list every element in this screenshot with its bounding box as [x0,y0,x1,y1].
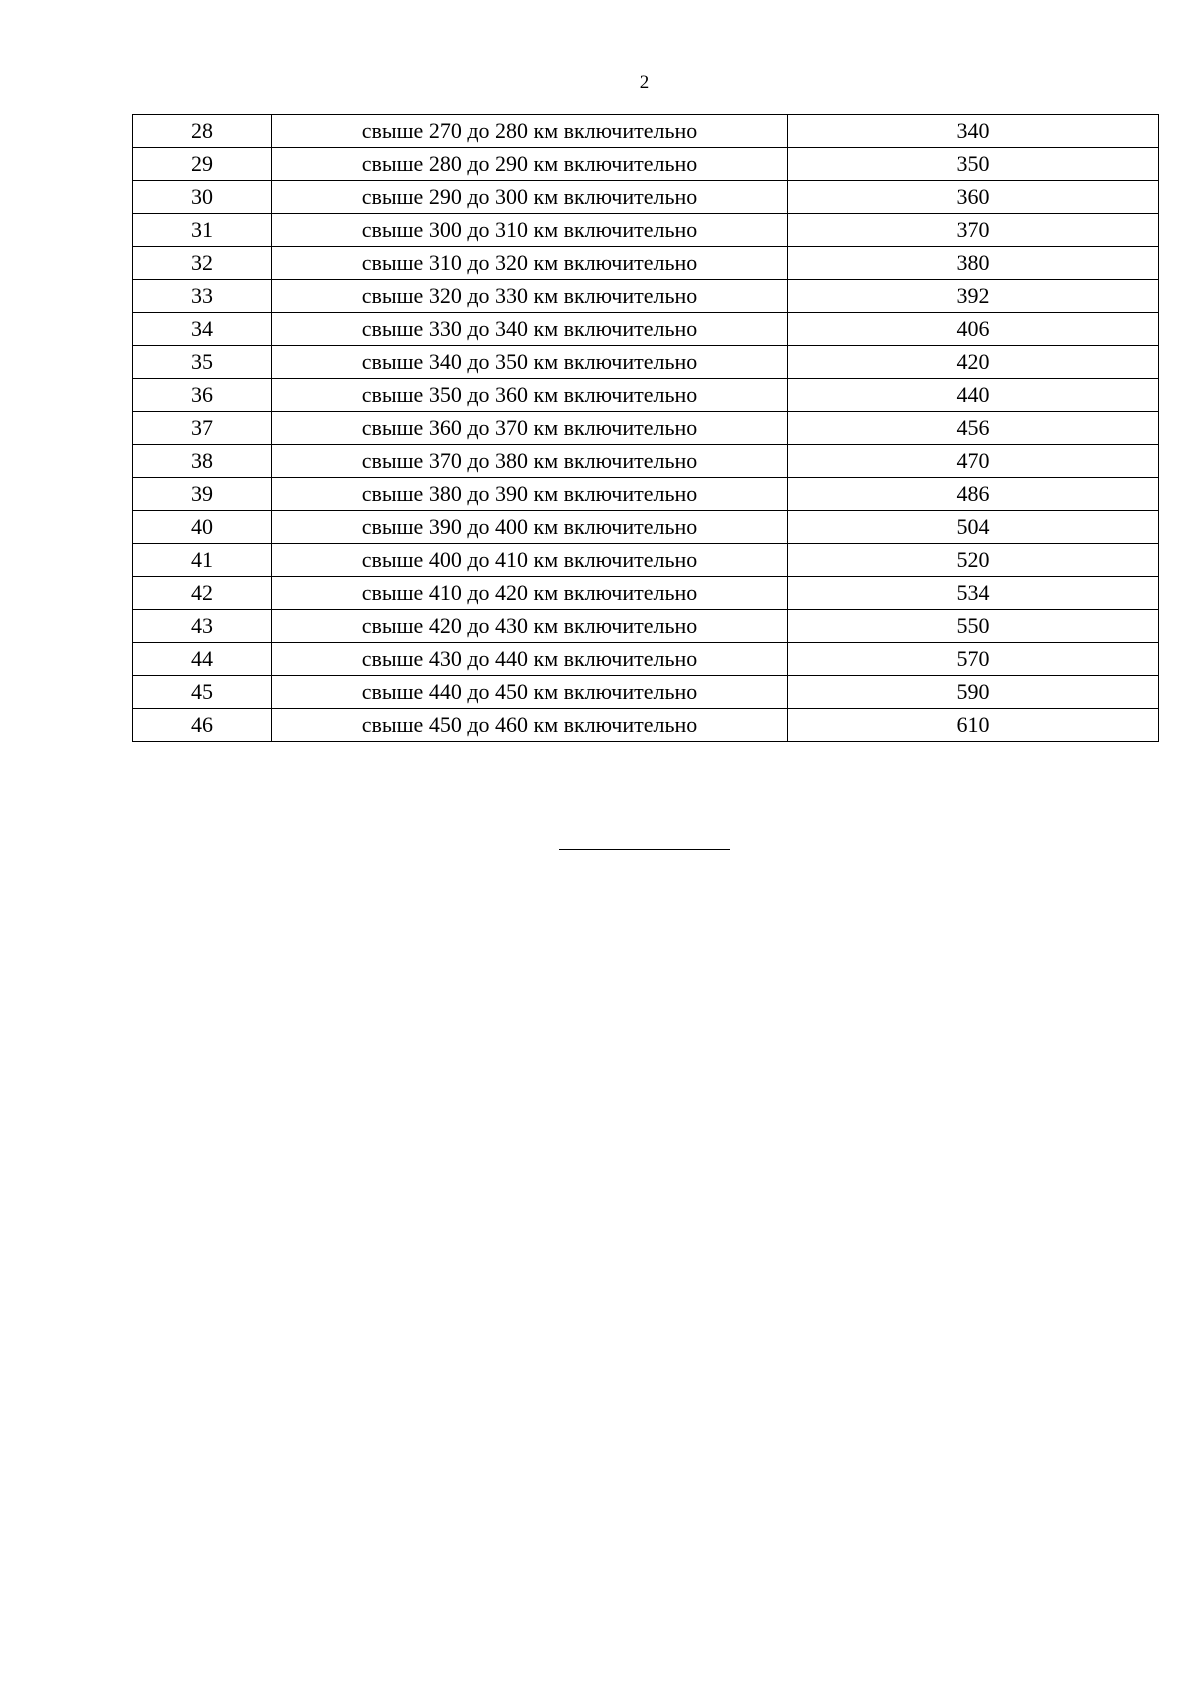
distance-range-cell: свыше 360 до 370 км включительно [272,412,788,445]
distance-range-cell: свыше 370 до 380 км включительно [272,445,788,478]
table-row [133,478,1159,511]
value-cell: 504 [788,511,1159,544]
table-row [133,247,1159,280]
value-cell: 610 [788,709,1159,742]
value-cell: 456 [788,412,1159,445]
row-number-cell: 30 [133,181,272,214]
distance-range-cell: свыше 320 до 330 км включительно [272,280,788,313]
row-number-cell: 36 [133,379,272,412]
value-cell: 406 [788,313,1159,346]
value-cell: 470 [788,445,1159,478]
row-number-cell: 39 [133,478,272,511]
row-number-cell: 40 [133,511,272,544]
row-number-cell: 46 [133,709,272,742]
table-row [133,643,1159,676]
value-cell: 486 [788,478,1159,511]
tariff-table-body [133,115,1159,742]
value-cell: 420 [788,346,1159,379]
table-row [133,709,1159,742]
row-number-cell: 45 [133,676,272,709]
distance-range-cell: свыше 280 до 290 км включительно [272,148,788,181]
value-cell: 550 [788,610,1159,643]
value-cell: 440 [788,379,1159,412]
table-row [133,511,1159,544]
value-cell: 534 [788,577,1159,610]
table-row [133,544,1159,577]
value-cell: 380 [788,247,1159,280]
table-row [133,379,1159,412]
page-number: 2 [639,72,650,93]
row-number-cell: 37 [133,412,272,445]
distance-range-cell: свыше 270 до 280 км включительно [272,115,788,148]
value-cell: 350 [788,148,1159,181]
value-cell: 392 [788,280,1159,313]
row-number-cell: 43 [133,610,272,643]
distance-range-cell: свыше 410 до 420 км включительно [272,577,788,610]
table-row [133,313,1159,346]
table-row [133,214,1159,247]
end-of-document-rule [559,849,730,850]
table-row [133,676,1159,709]
row-number-cell: 35 [133,346,272,379]
table-row [133,445,1159,478]
distance-range-cell: свыше 380 до 390 км включительно [272,478,788,511]
row-number-cell: 41 [133,544,272,577]
value-cell: 360 [788,181,1159,214]
row-number-cell: 44 [133,643,272,676]
table-row [133,412,1159,445]
row-number-cell: 38 [133,445,272,478]
distance-range-cell: свыше 310 до 320 км включительно [272,247,788,280]
value-cell: 370 [788,214,1159,247]
distance-range-cell: свыше 400 до 410 км включительно [272,544,788,577]
row-number-cell: 31 [133,214,272,247]
distance-range-cell: свыше 450 до 460 км включительно [272,709,788,742]
table-row [133,115,1159,148]
row-number-cell: 29 [133,148,272,181]
value-cell: 570 [788,643,1159,676]
distance-range-cell: свыше 330 до 340 км включительно [272,313,788,346]
value-cell: 520 [788,544,1159,577]
distance-range-cell: свыше 300 до 310 км включительно [272,214,788,247]
row-number-cell: 28 [133,115,272,148]
distance-range-cell: свыше 350 до 360 км включительно [272,379,788,412]
distance-range-cell: свыше 390 до 400 км включительно [272,511,788,544]
table-row [133,610,1159,643]
value-cell: 340 [788,115,1159,148]
distance-range-cell: свыше 430 до 440 км включительно [272,643,788,676]
table-row [133,280,1159,313]
distance-range-cell: свыше 420 до 430 км включительно [272,610,788,643]
row-number-cell: 34 [133,313,272,346]
distance-range-cell: свыше 290 до 300 км включительно [272,181,788,214]
table-row [133,181,1159,214]
row-number-cell: 42 [133,577,272,610]
table-row [133,577,1159,610]
table-row [133,148,1159,181]
value-cell: 590 [788,676,1159,709]
tariff-table [132,114,1159,742]
table-row [133,346,1159,379]
row-number-cell: 33 [133,280,272,313]
distance-range-cell: свыше 440 до 450 км включительно [272,676,788,709]
row-number-cell: 32 [133,247,272,280]
distance-range-cell: свыше 340 до 350 км включительно [272,346,788,379]
